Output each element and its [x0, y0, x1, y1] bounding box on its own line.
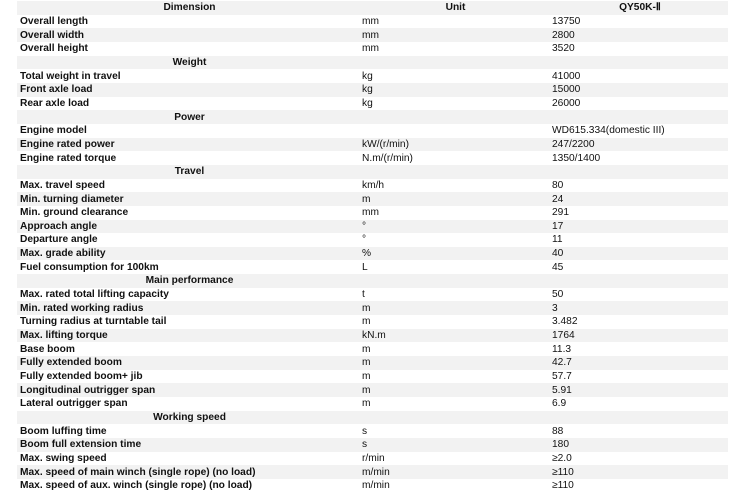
table-row: [17, 329, 728, 343]
table-row: [17, 15, 728, 29]
parameter-name: Engine rated torque: [17, 151, 359, 165]
parameter-name: Min. turning diameter: [17, 192, 359, 206]
parameter-value: 17: [549, 220, 728, 234]
parameter-value: 247/2200: [549, 138, 728, 152]
spec-table-container: [17, 1, 728, 493]
section-empty-cell: [359, 274, 549, 288]
parameter-value: ≥110: [549, 465, 728, 479]
table-row: [17, 247, 728, 261]
section-empty-cell: [549, 110, 728, 124]
table-row: [17, 138, 728, 152]
parameter-unit: m: [359, 301, 549, 315]
section-empty-cell: [359, 411, 549, 425]
section-header-row: [17, 274, 728, 288]
spec-table-body: [17, 1, 728, 493]
parameter-unit: km/h: [359, 179, 549, 193]
section-empty-cell: [549, 56, 728, 70]
parameter-unit: kN.m: [359, 329, 549, 343]
parameter-name: Overall height: [17, 42, 359, 56]
parameter-unit: m: [359, 342, 549, 356]
parameter-name: Max. speed of aux. winch (single rope) (no load): [17, 479, 359, 493]
parameter-name: Min. ground clearance: [17, 206, 359, 220]
parameter-value: 45: [549, 260, 728, 274]
parameter-value: 41000: [549, 69, 728, 83]
section-empty-cell: [359, 110, 549, 124]
section-empty-cell: [359, 56, 549, 70]
parameter-unit: °: [359, 220, 549, 234]
parameter-value: 1764: [549, 329, 728, 343]
table-row: [17, 315, 728, 329]
parameter-value: 13750: [549, 15, 728, 29]
section-header-row: [17, 411, 728, 425]
parameter-name: Approach angle: [17, 220, 359, 234]
table-row: [17, 69, 728, 83]
table-row: [17, 151, 728, 165]
parameter-unit: m: [359, 370, 549, 384]
table-row: [17, 438, 728, 452]
parameter-name: Fully extended boom+ jib: [17, 370, 359, 384]
parameter-name: Max. rated total lifting capacity: [17, 288, 359, 302]
parameter-unit: m: [359, 356, 549, 370]
parameter-name: Engine rated power: [17, 138, 359, 152]
table-row: [17, 288, 728, 302]
parameter-value: 6.9: [549, 397, 728, 411]
parameter-value: 291: [549, 206, 728, 220]
parameter-value: 15000: [549, 83, 728, 97]
table-row: [17, 370, 728, 384]
parameter-name: Max. grade ability: [17, 247, 359, 261]
table-row: [17, 383, 728, 397]
parameter-unit: mm: [359, 15, 549, 29]
table-row: [17, 28, 728, 42]
table-row: [17, 206, 728, 220]
section-empty-cell: [549, 274, 728, 288]
parameter-value: 80: [549, 179, 728, 193]
parameter-unit: L: [359, 260, 549, 274]
parameter-unit: kW/(r/min): [359, 138, 549, 152]
parameter-unit: kg: [359, 83, 549, 97]
section-empty-cell: [359, 165, 549, 179]
header-dimension: Dimension: [17, 1, 359, 15]
parameter-unit: mm: [359, 42, 549, 56]
parameter-name: Min. rated working radius: [17, 301, 359, 315]
table-row: [17, 192, 728, 206]
parameter-value: 3: [549, 301, 728, 315]
parameter-unit: [359, 124, 549, 138]
parameter-name: Overall width: [17, 28, 359, 42]
table-row: [17, 465, 728, 479]
parameter-value: 5.91: [549, 383, 728, 397]
section-header-row: [17, 110, 728, 124]
parameter-unit: °: [359, 233, 549, 247]
section-header-row: [17, 56, 728, 70]
section-title: Weight: [17, 56, 359, 70]
parameter-value: ≥2.0: [549, 452, 728, 466]
parameter-name: Overall length: [17, 15, 359, 29]
table-row: [17, 179, 728, 193]
parameter-unit: t: [359, 288, 549, 302]
parameter-name: Rear axle load: [17, 97, 359, 111]
parameter-name: Front axle load: [17, 83, 359, 97]
parameter-name: Turning radius at turntable tail: [17, 315, 359, 329]
parameter-name: Engine model: [17, 124, 359, 138]
section-title: Main performance: [17, 274, 359, 288]
parameter-value: 57.7: [549, 370, 728, 384]
parameter-value: 11.3: [549, 342, 728, 356]
section-title: Working speed: [17, 411, 359, 425]
parameter-unit: N.m/(r/min): [359, 151, 549, 165]
header-unit: Unit: [359, 1, 549, 15]
section-empty-cell: [549, 411, 728, 425]
table-row: [17, 220, 728, 234]
parameter-unit: m: [359, 315, 549, 329]
parameter-unit: m/min: [359, 479, 549, 493]
table-row: [17, 301, 728, 315]
parameter-unit: s: [359, 424, 549, 438]
parameter-unit: kg: [359, 69, 549, 83]
table-row: [17, 452, 728, 466]
section-header-row: [17, 165, 728, 179]
parameter-name: Fuel consumption for 100km: [17, 260, 359, 274]
parameter-value: 40: [549, 247, 728, 261]
parameter-value: WD615.334(domestic III): [549, 124, 728, 138]
parameter-name: Total weight in travel: [17, 69, 359, 83]
table-row: [17, 356, 728, 370]
table-row: [17, 479, 728, 493]
table-row: [17, 42, 728, 56]
table-row: [17, 97, 728, 111]
section-title: Power: [17, 110, 359, 124]
parameter-value: 1350/1400: [549, 151, 728, 165]
parameter-name: Boom full extension time: [17, 438, 359, 452]
table-header-row: [17, 1, 728, 15]
parameter-name: Max. speed of main winch (single rope) (no load): [17, 465, 359, 479]
header-model: QY50K-Ⅱ: [549, 1, 728, 15]
table-row: [17, 260, 728, 274]
table-row: [17, 342, 728, 356]
parameter-value: 88: [549, 424, 728, 438]
table-row: [17, 233, 728, 247]
table-row: [17, 83, 728, 97]
parameter-value: ≥110: [549, 479, 728, 493]
parameter-unit: kg: [359, 97, 549, 111]
parameter-name: Max. travel speed: [17, 179, 359, 193]
parameter-value: 50: [549, 288, 728, 302]
parameter-unit: mm: [359, 206, 549, 220]
parameter-unit: mm: [359, 28, 549, 42]
parameter-value: 180: [549, 438, 728, 452]
parameter-unit: m: [359, 192, 549, 206]
parameter-value: 3.482: [549, 315, 728, 329]
table-row: [17, 397, 728, 411]
parameter-value: 42.7: [549, 356, 728, 370]
parameter-unit: r/min: [359, 452, 549, 466]
spec-table: [17, 1, 728, 493]
parameter-name: Longitudinal outrigger span: [17, 383, 359, 397]
section-empty-cell: [549, 165, 728, 179]
parameter-unit: m: [359, 383, 549, 397]
parameter-unit: m/min: [359, 465, 549, 479]
parameter-value: 3520: [549, 42, 728, 56]
parameter-value: 24: [549, 192, 728, 206]
parameter-name: Fully extended boom: [17, 356, 359, 370]
section-title: Travel: [17, 165, 359, 179]
parameter-name: Lateral outrigger span: [17, 397, 359, 411]
table-row: [17, 424, 728, 438]
parameter-unit: s: [359, 438, 549, 452]
parameter-unit: %: [359, 247, 549, 261]
parameter-value: 2800: [549, 28, 728, 42]
table-row: [17, 124, 728, 138]
parameter-name: Max. lifting torque: [17, 329, 359, 343]
parameter-name: Max. swing speed: [17, 452, 359, 466]
parameter-unit: m: [359, 397, 549, 411]
parameter-name: Boom luffing time: [17, 424, 359, 438]
parameter-value: 11: [549, 233, 728, 247]
parameter-value: 26000: [549, 97, 728, 111]
parameter-name: Departure angle: [17, 233, 359, 247]
parameter-name: Base boom: [17, 342, 359, 356]
